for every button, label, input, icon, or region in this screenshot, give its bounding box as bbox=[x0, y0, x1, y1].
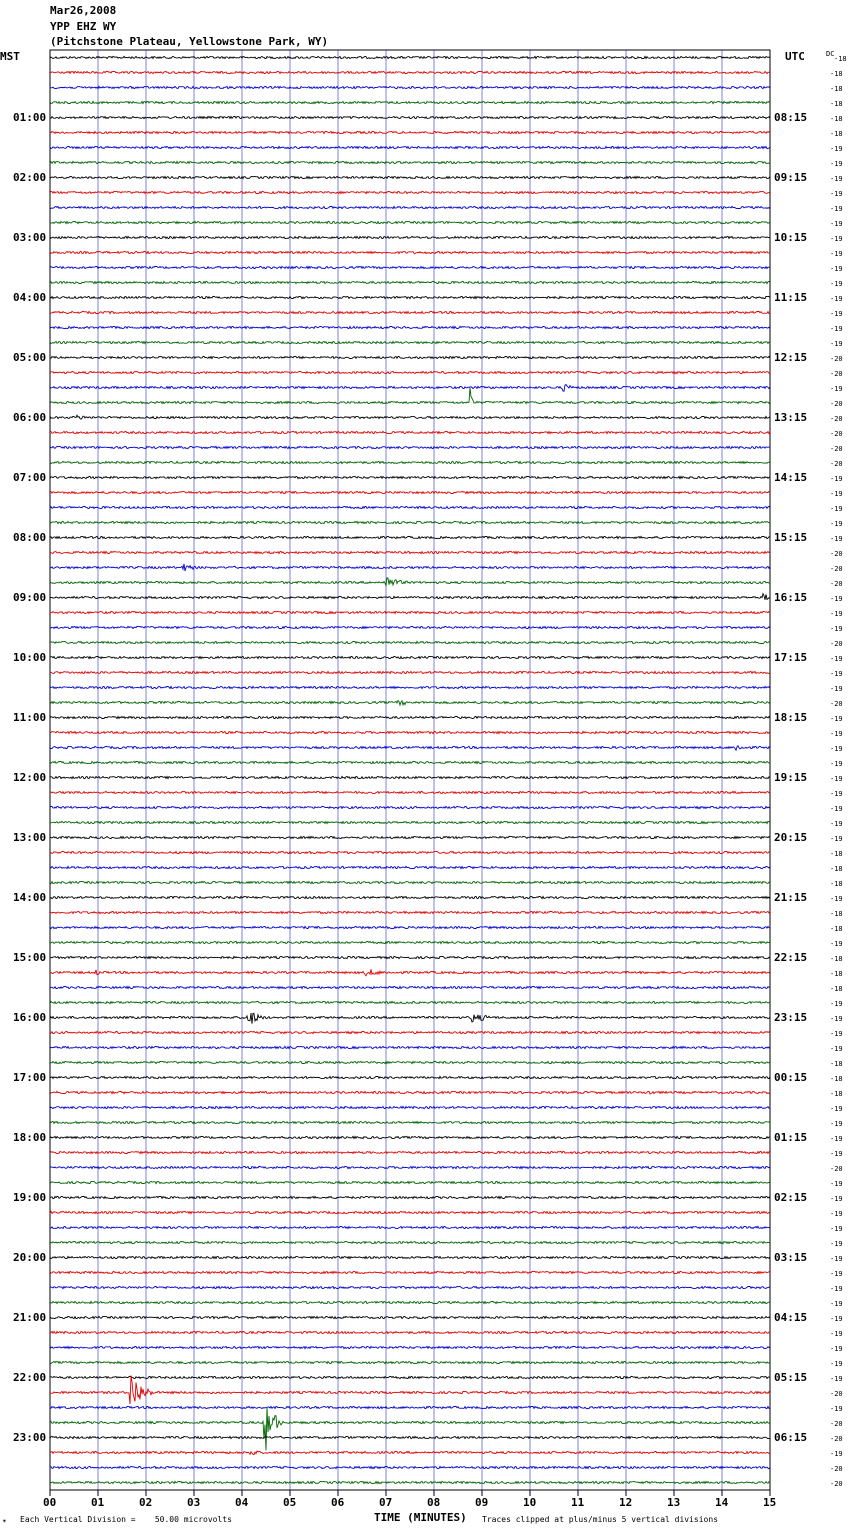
trace-row bbox=[50, 866, 770, 868]
trace-row bbox=[50, 1106, 770, 1108]
left-hour-label: 21:00 bbox=[13, 1310, 47, 1324]
trace-row bbox=[50, 1091, 770, 1094]
trace-row bbox=[50, 251, 770, 253]
trace-row bbox=[50, 71, 770, 73]
dc-offset-value: -19 bbox=[830, 294, 843, 303]
dc-offset-value: -19 bbox=[830, 1224, 843, 1233]
trace-row bbox=[50, 686, 770, 688]
right-timezone-label: UTC bbox=[785, 50, 805, 63]
dc-offset-value: -19 bbox=[830, 654, 843, 663]
x-tick-label: 03 bbox=[187, 1496, 201, 1509]
dc-offset-value: -20 bbox=[830, 549, 843, 558]
dc-offset-value: -19 bbox=[830, 204, 843, 213]
right-hour-label: 20:15 bbox=[774, 830, 808, 844]
dc-offset-header: DC bbox=[826, 50, 835, 58]
dc-offset-value: -19 bbox=[830, 339, 843, 348]
dc-offset-value: -19 bbox=[830, 234, 843, 243]
dc-offset-value: -18 bbox=[830, 849, 843, 858]
trace-row bbox=[50, 626, 770, 628]
trace-row bbox=[50, 1061, 770, 1063]
dc-offset-value: -19 bbox=[830, 324, 843, 333]
trace-row bbox=[50, 491, 770, 493]
trace-row bbox=[50, 1136, 770, 1138]
left-hour-label: 03:00 bbox=[13, 230, 47, 244]
trace-row bbox=[50, 1196, 770, 1198]
trace-row bbox=[50, 716, 770, 718]
helicorder-date: Mar26,2008 bbox=[50, 4, 117, 17]
dc-offset-value: -18 bbox=[830, 879, 843, 888]
trace-row bbox=[50, 161, 770, 163]
x-tick-label: 12 bbox=[619, 1496, 633, 1509]
right-hour-label: 13:15 bbox=[774, 410, 808, 424]
x-tick-label: 15 bbox=[763, 1496, 777, 1509]
trace-row bbox=[50, 131, 770, 133]
dc-offset-value: -19 bbox=[830, 174, 843, 183]
trace-row bbox=[50, 1151, 770, 1153]
trace-row bbox=[50, 761, 770, 763]
trace-row bbox=[50, 266, 770, 268]
trace-row bbox=[50, 1076, 770, 1078]
left-hour-label: 18:00 bbox=[13, 1130, 47, 1144]
trace-row bbox=[50, 578, 770, 586]
dc-offset-value: -19 bbox=[830, 249, 843, 258]
trace-row bbox=[50, 388, 770, 404]
trace-row bbox=[50, 926, 770, 928]
station-code: YPP EHZ WY bbox=[50, 20, 117, 33]
trace-row bbox=[50, 221, 770, 223]
trace-row bbox=[50, 594, 770, 600]
trace-row bbox=[50, 415, 770, 419]
dc-offset-value: -19 bbox=[830, 1044, 843, 1053]
dc-offset-value: -20 bbox=[830, 1434, 843, 1443]
dc-offset-value: -18 bbox=[830, 984, 843, 993]
trace-row bbox=[50, 969, 770, 975]
trace-row bbox=[50, 1408, 770, 1451]
trace-row bbox=[50, 1466, 770, 1468]
trace-row bbox=[50, 986, 770, 988]
dc-offset-value: -20 bbox=[830, 399, 843, 408]
trace-row bbox=[50, 1031, 770, 1033]
dc-offset-value: -20 bbox=[830, 1419, 843, 1428]
dc-offset-value: -19 bbox=[830, 1344, 843, 1353]
trace-row bbox=[50, 1211, 770, 1213]
dc-offset-value: -19 bbox=[830, 1104, 843, 1113]
dc-offset-value: -19 bbox=[830, 189, 843, 198]
left-hour-label: 09:00 bbox=[13, 590, 47, 604]
trace-row bbox=[50, 341, 770, 343]
trace-row bbox=[50, 881, 770, 883]
left-hour-label: 04:00 bbox=[13, 290, 47, 304]
trace-row bbox=[50, 746, 770, 751]
dc-offset-value: -20 bbox=[830, 429, 843, 438]
dc-offset-value: -20 bbox=[830, 1479, 843, 1488]
trace-row bbox=[50, 1481, 770, 1483]
dc-offset-value: -20 bbox=[830, 699, 843, 708]
dc-offset-value: -18 bbox=[830, 114, 843, 123]
dc-offset-value: -20 bbox=[830, 444, 843, 453]
dc-offset-value: -19 bbox=[830, 309, 843, 318]
dc-offset-value: -18 bbox=[834, 54, 847, 63]
dc-offset-value: -19 bbox=[830, 264, 843, 273]
x-tick-label: 08 bbox=[427, 1496, 441, 1509]
dc-offset-value: -19 bbox=[830, 714, 843, 723]
trace-row bbox=[50, 656, 770, 658]
trace-row bbox=[50, 101, 770, 103]
x-tick-label: 06 bbox=[331, 1496, 345, 1509]
left-hour-label: 05:00 bbox=[13, 350, 47, 364]
dc-offset-value: -19 bbox=[830, 1239, 843, 1248]
dc-offset-value: -18 bbox=[830, 1074, 843, 1083]
trace-row bbox=[50, 1301, 770, 1303]
trace-row bbox=[50, 1286, 770, 1288]
dc-offset-value: -19 bbox=[830, 159, 843, 168]
trace-row bbox=[50, 1226, 770, 1228]
x-tick-label: 04 bbox=[235, 1496, 249, 1509]
trace-row bbox=[50, 281, 770, 283]
trace-row bbox=[50, 671, 770, 673]
x-tick-label: 07 bbox=[379, 1496, 393, 1509]
trace-row bbox=[50, 941, 770, 943]
right-hour-label: 23:15 bbox=[774, 1010, 808, 1024]
left-hour-label: 19:00 bbox=[13, 1190, 47, 1204]
dc-offset-value: -19 bbox=[830, 534, 843, 543]
dc-offset-value: -19 bbox=[830, 384, 843, 393]
trace-row bbox=[50, 1346, 770, 1348]
left-hour-label: 23:00 bbox=[13, 1430, 47, 1444]
dc-offset-value: -19 bbox=[830, 279, 843, 288]
dc-offset-value: -18 bbox=[830, 84, 843, 93]
dc-offset-value: -19 bbox=[830, 1149, 843, 1158]
dc-offset-value: -19 bbox=[830, 1284, 843, 1293]
station-location: (Pitchstone Plateau, Yellowstone Park, WY) bbox=[50, 35, 329, 48]
trace-row bbox=[50, 701, 770, 706]
trace-row bbox=[50, 431, 770, 433]
dc-offset-value: -18 bbox=[830, 1089, 843, 1098]
dc-offset-value: -18 bbox=[830, 129, 843, 138]
left-hour-label: 20:00 bbox=[13, 1250, 47, 1264]
corner-icon: ✴ bbox=[2, 1516, 7, 1525]
trace-row bbox=[50, 1241, 770, 1243]
left-hour-label: 07:00 bbox=[13, 470, 47, 484]
dc-offset-value: -19 bbox=[830, 1209, 843, 1218]
dc-offset-value: -19 bbox=[830, 1314, 843, 1323]
right-hour-label: 09:15 bbox=[774, 170, 808, 184]
right-hour-label: 06:15 bbox=[774, 1430, 808, 1444]
trace-row bbox=[50, 911, 770, 913]
x-tick-label: 13 bbox=[667, 1496, 681, 1509]
trace-row bbox=[50, 1256, 770, 1258]
trace-row bbox=[50, 1181, 770, 1183]
left-hour-label: 12:00 bbox=[13, 770, 47, 784]
left-hour-label: 01:00 bbox=[13, 110, 47, 124]
trace-row bbox=[50, 86, 770, 88]
dc-offset-value: -19 bbox=[830, 1179, 843, 1188]
dc-offset-value: -19 bbox=[830, 1269, 843, 1278]
trace-row bbox=[50, 551, 770, 553]
trace-row bbox=[50, 521, 770, 523]
dc-offset-value: -19 bbox=[830, 759, 843, 768]
left-hour-label: 08:00 bbox=[13, 530, 47, 544]
dc-offset-value: -19 bbox=[830, 1449, 843, 1458]
dc-offset-value: -19 bbox=[830, 804, 843, 813]
right-hour-label: 08:15 bbox=[774, 110, 808, 124]
trace-row bbox=[50, 851, 770, 853]
dc-offset-value: -19 bbox=[830, 1119, 843, 1128]
dc-offset-value: -19 bbox=[830, 1014, 843, 1023]
dc-offset-value: -20 bbox=[830, 369, 843, 378]
x-tick-label: 09 bbox=[475, 1496, 489, 1509]
right-hour-label: 11:15 bbox=[774, 290, 808, 304]
left-hour-label: 11:00 bbox=[13, 710, 47, 724]
dc-offset-value: -19 bbox=[830, 999, 843, 1008]
right-hour-label: 22:15 bbox=[774, 950, 808, 964]
dc-offset-value: -19 bbox=[830, 1254, 843, 1263]
right-hour-label: 12:15 bbox=[774, 350, 808, 364]
left-hour-label: 02:00 bbox=[13, 170, 47, 184]
scale-note: Each Vertical Division = 50.00 microvolts bbox=[20, 1515, 232, 1524]
dc-offset-value: -20 bbox=[830, 1389, 843, 1398]
plot-frame bbox=[50, 50, 770, 1490]
dc-offset-value: -19 bbox=[830, 684, 843, 693]
x-tick-label: 11 bbox=[571, 1496, 585, 1509]
trace-row bbox=[50, 821, 770, 823]
trace-row bbox=[50, 461, 770, 463]
dc-offset-value: -20 bbox=[830, 1464, 843, 1473]
trace-row bbox=[50, 956, 770, 958]
dc-offset-value: -19 bbox=[830, 834, 843, 843]
right-hour-label: 17:15 bbox=[774, 650, 808, 664]
dc-offset-value: -19 bbox=[830, 744, 843, 753]
dc-offset-value: -19 bbox=[830, 489, 843, 498]
dc-offset-value: -19 bbox=[830, 1359, 843, 1368]
left-timezone-label: MST bbox=[0, 50, 20, 63]
trace-row bbox=[50, 176, 770, 178]
x-tick-label: 05 bbox=[283, 1496, 297, 1509]
dc-offset-value: -19 bbox=[830, 729, 843, 738]
x-axis-title: TIME (MINUTES) bbox=[374, 1511, 467, 1524]
trace-row bbox=[50, 146, 770, 148]
left-hour-label: 17:00 bbox=[13, 1070, 47, 1084]
dc-offset-value: -19 bbox=[830, 474, 843, 483]
dc-offset-value: -19 bbox=[830, 1374, 843, 1383]
dc-offset-value: -19 bbox=[830, 1194, 843, 1203]
dc-offset-value: -19 bbox=[830, 789, 843, 798]
right-hour-label: 18:15 bbox=[774, 710, 808, 724]
left-hour-label: 14:00 bbox=[13, 890, 47, 904]
trace-row bbox=[50, 326, 770, 328]
trace-row bbox=[50, 1166, 770, 1168]
trace-row bbox=[50, 836, 770, 838]
trace-row bbox=[50, 611, 770, 613]
dc-offset-value: -19 bbox=[830, 669, 843, 678]
dc-offset-value: -19 bbox=[830, 219, 843, 228]
dc-offset-value: -19 bbox=[830, 594, 843, 603]
trace-row bbox=[50, 1406, 770, 1408]
trace-row bbox=[50, 116, 770, 118]
dc-offset-value: -20 bbox=[830, 1164, 843, 1173]
trace-row bbox=[50, 1046, 770, 1048]
clip-note: Traces clipped at plus/minus 5 vertical divisions bbox=[482, 1515, 719, 1524]
right-hour-label: 10:15 bbox=[774, 230, 808, 244]
dc-offset-value: -18 bbox=[830, 1059, 843, 1068]
dc-offset-value: -19 bbox=[830, 939, 843, 948]
trace-row bbox=[50, 356, 770, 358]
right-hour-label: 15:15 bbox=[774, 530, 808, 544]
right-hour-label: 02:15 bbox=[774, 1190, 808, 1204]
dc-offset-value: -18 bbox=[830, 69, 843, 78]
trace-row bbox=[50, 536, 770, 538]
trace-row bbox=[50, 311, 770, 313]
x-tick-label: 14 bbox=[715, 1496, 729, 1509]
trace-row bbox=[50, 641, 770, 643]
trace-row bbox=[50, 506, 770, 508]
dc-offset-value: -19 bbox=[830, 894, 843, 903]
trace-row bbox=[50, 206, 770, 208]
dc-offset-value: -20 bbox=[830, 459, 843, 468]
dc-offset-value: -19 bbox=[830, 1329, 843, 1338]
trace-row bbox=[50, 1331, 770, 1333]
trace-row bbox=[50, 236, 770, 238]
left-hour-label: 15:00 bbox=[13, 950, 47, 964]
trace-row bbox=[50, 476, 770, 478]
x-tick-label: 00 bbox=[43, 1496, 57, 1509]
dc-offset-value: -19 bbox=[830, 504, 843, 513]
right-hour-label: 05:15 bbox=[774, 1370, 808, 1384]
trace-row bbox=[50, 191, 770, 193]
left-hour-label: 10:00 bbox=[13, 650, 47, 664]
dc-offset-value: -20 bbox=[830, 564, 843, 573]
trace-row bbox=[50, 776, 770, 778]
dc-offset-value: -19 bbox=[830, 609, 843, 618]
trace-row bbox=[50, 1451, 770, 1455]
dc-offset-value: -19 bbox=[830, 1029, 843, 1038]
right-hour-label: 21:15 bbox=[774, 890, 808, 904]
trace-row bbox=[50, 1001, 770, 1003]
x-tick-label: 10 bbox=[523, 1496, 537, 1509]
dc-offset-value: -19 bbox=[830, 1404, 843, 1413]
trace-row bbox=[50, 1013, 770, 1024]
trace-row bbox=[50, 896, 770, 898]
trace-row bbox=[50, 371, 770, 373]
trace-row bbox=[50, 1361, 770, 1363]
left-hour-label: 22:00 bbox=[13, 1370, 47, 1384]
trace-row bbox=[50, 1376, 770, 1405]
dc-offset-value: -18 bbox=[830, 969, 843, 978]
dc-offset-value: -20 bbox=[830, 579, 843, 588]
x-tick-label: 02 bbox=[139, 1496, 153, 1509]
left-hour-label: 13:00 bbox=[13, 830, 47, 844]
dc-offset-value: -20 bbox=[830, 639, 843, 648]
right-hour-label: 01:15 bbox=[774, 1130, 808, 1144]
trace-row bbox=[50, 1271, 770, 1273]
trace-row bbox=[50, 791, 770, 793]
right-hour-label: 03:15 bbox=[774, 1250, 808, 1264]
dc-offset-value: -19 bbox=[830, 774, 843, 783]
dc-offset-value: -18 bbox=[830, 909, 843, 918]
dc-offset-value: -19 bbox=[830, 519, 843, 528]
left-hour-label: 16:00 bbox=[13, 1010, 47, 1024]
trace-row bbox=[50, 1121, 770, 1123]
trace-row bbox=[50, 1316, 770, 1318]
dc-offset-value: -18 bbox=[830, 99, 843, 108]
dc-offset-value: -19 bbox=[830, 1134, 843, 1143]
left-hour-label: 06:00 bbox=[13, 410, 47, 424]
dc-offset-value: -19 bbox=[830, 624, 843, 633]
right-hour-label: 00:15 bbox=[774, 1070, 808, 1084]
dc-offset-value: -18 bbox=[830, 924, 843, 933]
dc-offset-value: -20 bbox=[830, 414, 843, 423]
dc-offset-value: -20 bbox=[830, 354, 843, 363]
right-hour-label: 19:15 bbox=[774, 770, 808, 784]
trace-row bbox=[50, 56, 770, 58]
trace-row bbox=[50, 806, 770, 808]
right-hour-label: 16:15 bbox=[774, 590, 808, 604]
trace-row bbox=[50, 296, 770, 298]
dc-offset-value: -19 bbox=[830, 144, 843, 153]
dc-offset-value: -19 bbox=[830, 819, 843, 828]
dc-offset-value: -18 bbox=[830, 954, 843, 963]
x-tick-label: 01 bbox=[91, 1496, 105, 1509]
trace-row bbox=[50, 731, 770, 733]
trace-row bbox=[50, 446, 770, 448]
trace-row bbox=[50, 564, 770, 571]
trace-row bbox=[50, 385, 770, 392]
right-hour-label: 04:15 bbox=[774, 1310, 808, 1324]
trace-row bbox=[50, 1376, 770, 1378]
dc-offset-value: -18 bbox=[830, 864, 843, 873]
trace-row bbox=[50, 1436, 770, 1438]
dc-offset-value: -19 bbox=[830, 1299, 843, 1308]
right-hour-label: 14:15 bbox=[774, 470, 808, 484]
